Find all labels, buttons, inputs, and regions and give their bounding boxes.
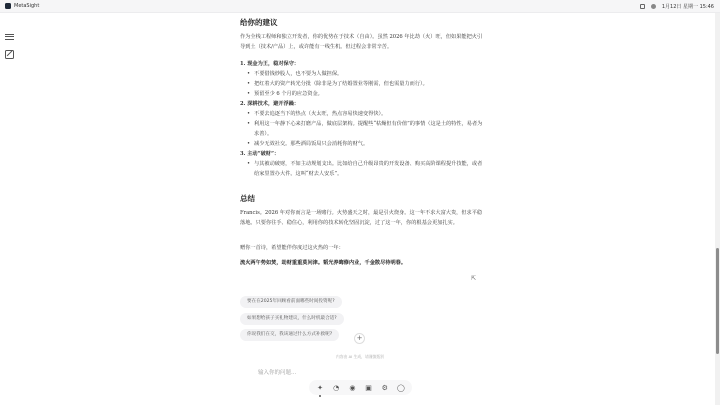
plus-button[interactable]: + bbox=[354, 333, 365, 344]
window-icon[interactable]: ▣ bbox=[365, 383, 372, 392]
settings-icon[interactable]: ⚙ bbox=[381, 383, 388, 392]
system-tray bbox=[640, 3, 714, 10]
list-item: • 利用这一年静下心来打磨产品，做底层架构。提醒些“枯燥但有价值”的事情（这是土的特性，易者为求善）。 bbox=[240, 119, 484, 139]
status-icon[interactable] bbox=[651, 4, 656, 9]
list-item: • 把红着大的资产转光分批（除非是为了结婚置业等刚需，但也需量力而行）。 bbox=[240, 79, 484, 89]
shield-icon[interactable]: ◯ bbox=[396, 383, 405, 392]
poem-line: 流火两午势如焚，劫财重重莫问津。韬光养晦修内业，千金散尽待明春。 bbox=[240, 260, 407, 266]
menu-icon[interactable] bbox=[5, 32, 14, 41]
new-chat-icon[interactable] bbox=[5, 50, 14, 59]
scroll-thumb[interactable] bbox=[716, 248, 719, 354]
list-item: • 预留至少 6 个月的应急资金。 bbox=[240, 89, 484, 99]
pie-chart-icon[interactable]: ◔ bbox=[333, 383, 340, 392]
left-rail bbox=[0, 13, 18, 405]
list-item: • 减少无效社交。那些酒局饭局只会消耗你的财气。 bbox=[240, 139, 484, 149]
app-name: MetaSight bbox=[14, 3, 40, 9]
advice-heading: 给你的建议 bbox=[240, 18, 278, 27]
suggestion-chip[interactable]: 如果想给孩子买礼物建议，什么时机最合适? bbox=[240, 313, 344, 325]
suggestion-chip[interactable]: 你说我们在交，我该通过什么方式补救呢? bbox=[240, 329, 339, 341]
scrollbar[interactable] bbox=[715, 13, 720, 405]
eye-icon[interactable]: ◉ bbox=[349, 383, 356, 392]
app-logo-icon bbox=[5, 3, 11, 9]
datetime: 1月12日 星期一 15:46 bbox=[661, 4, 714, 10]
summary-heading: 总结 bbox=[240, 194, 255, 203]
summary-para: Francis。2026 年对你而言是一场赌行。火势盛天之时，最是引火烧身。这一年不求大富大贵，但求平稳落地。只要你往手、稳住心，利用你的技术转化坚固沉淀，过了这一年，你的根基会更加扎实。 bbox=[240, 210, 483, 226]
list-item: 2. 深耕技术，避开浮躁： bbox=[240, 101, 300, 107]
list-item: 1. 现金为王，稳对保守： bbox=[240, 61, 300, 67]
list-item: • 与其被动破财，不如主动规划支出。比如给自己升级昂贵的开发设备、购买高阶课程提升技能，或者给家里置办大件。这叫“财去人安乐”。 bbox=[240, 159, 484, 179]
chat-input-placeholder: 输入你的问题... bbox=[258, 370, 297, 376]
input-toolbar bbox=[309, 380, 412, 395]
list-item: • 不要去追逐当下的热点（火太旺，热点容易快速变得快）。 bbox=[240, 109, 484, 119]
advice-list bbox=[240, 59, 484, 179]
title-bar bbox=[0, 0, 720, 13]
suggestion-chip[interactable]: 要在在2025年回顾看前面哪些时间投资呢? bbox=[240, 296, 342, 308]
share-icon[interactable]: ⇱ bbox=[471, 275, 477, 282]
advice-intro: 作为全栈工程师和独立开发者，你的优势在于技术（自由）。虽然 2026 年比劫（火）旺，但如果能把火引导到土（技术/产品）上，或许能有一线生机。但过程会非常辛苦。 bbox=[240, 34, 483, 50]
window-icon[interactable] bbox=[640, 4, 645, 9]
disclaimer: 内容由 AI 生成，请谨慎甄别 bbox=[336, 354, 384, 359]
summary-para-2: 赠你一首诗，希望能伴你度过这火热的一年： bbox=[240, 245, 344, 251]
list-item: • 不要借钱炒股人，也不要为人做担保。 bbox=[240, 69, 484, 79]
list-item: 3. 主动“破财”： bbox=[240, 151, 280, 157]
sparkle-icon[interactable]: ✦ bbox=[317, 383, 324, 392]
